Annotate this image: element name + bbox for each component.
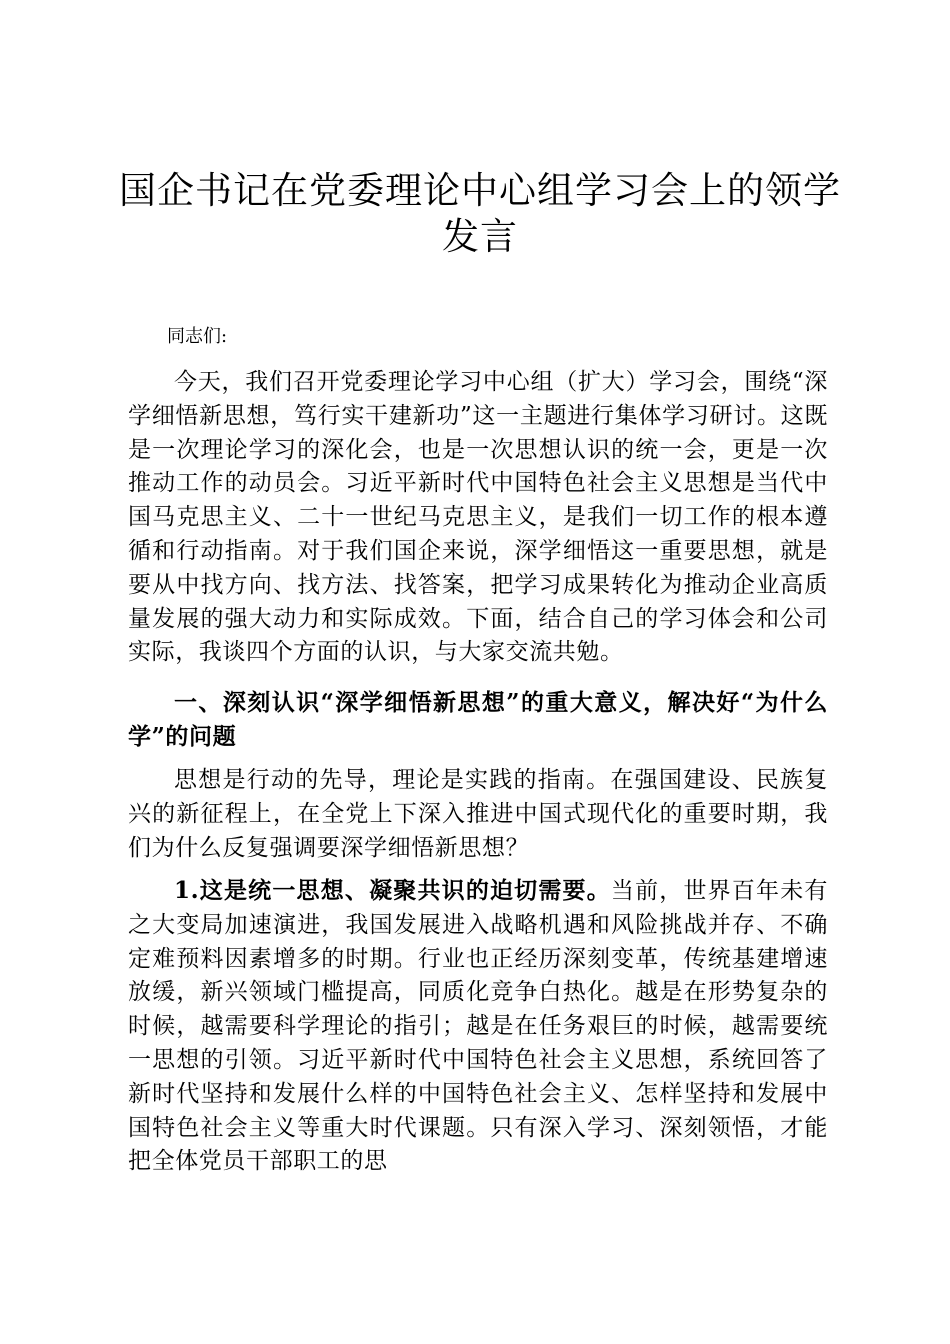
salutation: 同志们: <box>167 326 228 347</box>
point-1-body: 当前，世界百年未有之大变局加速演进，我国发展进入战略机遇和风险挑战并存、不确定难预料因素增多的时期。行业也正经历深刻变革，传统基建增速放缓，新兴领域门槛提高，同质化竞争白热化。越是在形势复杂的时候，越需要科学理论的指引；越是在任务艰巨的时候，越需要统一思想的引领。习近平新时代中国特色社会主义思想，系统回答了新时代坚持和发展什么样的中国特色社会主义、怎样坚持和发展中国特色社会主义等重大时代课题。只有深入学习、深刻领悟，才能把全体党员干部职工的思 <box>128 878 828 1175</box>
point-1-lead: 1.这是统一思想、凝聚共识的迫切需要。 <box>174 877 611 904</box>
section-heading-1: 一、深刻认识“深学细悟新思想”的重大意义，解决好“为什么学”的问题 <box>128 689 828 750</box>
intro-paragraph: 今天，我们召开党委理论学习中心组（扩大）学习会，围绕“深学细悟新思想，笃行实干建新功”这一主题进行集体学习研讨。这既是一次理论学习的深化会，也是一次思想认识的统一会，更是一次推动工作的动员会。习近平新时代中国特色社会主义思想是当代中国马克思主义、二十一世纪马克思主义，是我们一切工作的根本遵循和行动指南。对于我们国企来说，深学细悟这一重要思想，就是要从中找方向、找方法、找答案，把学习成果转化为推动企业高质量发展的强大动力和实际成效。下面，结合自己的学习体会和公司实际，我谈四个方面的认识，与大家交流共勉。 <box>128 369 828 666</box>
document-title: 国企书记在党委理论中心组学习会上的领学发言 <box>119 169 841 258</box>
point-1-paragraph <box>128 874 828 1179</box>
section-1-paragraph: 思想是行动的先导，理论是实践的指南。在强国建设、民族复兴的新征程上，在全党上下深入推进中国式现代化的重要时期，我们为什么反复强调要深学细悟新思想？ <box>128 767 828 861</box>
